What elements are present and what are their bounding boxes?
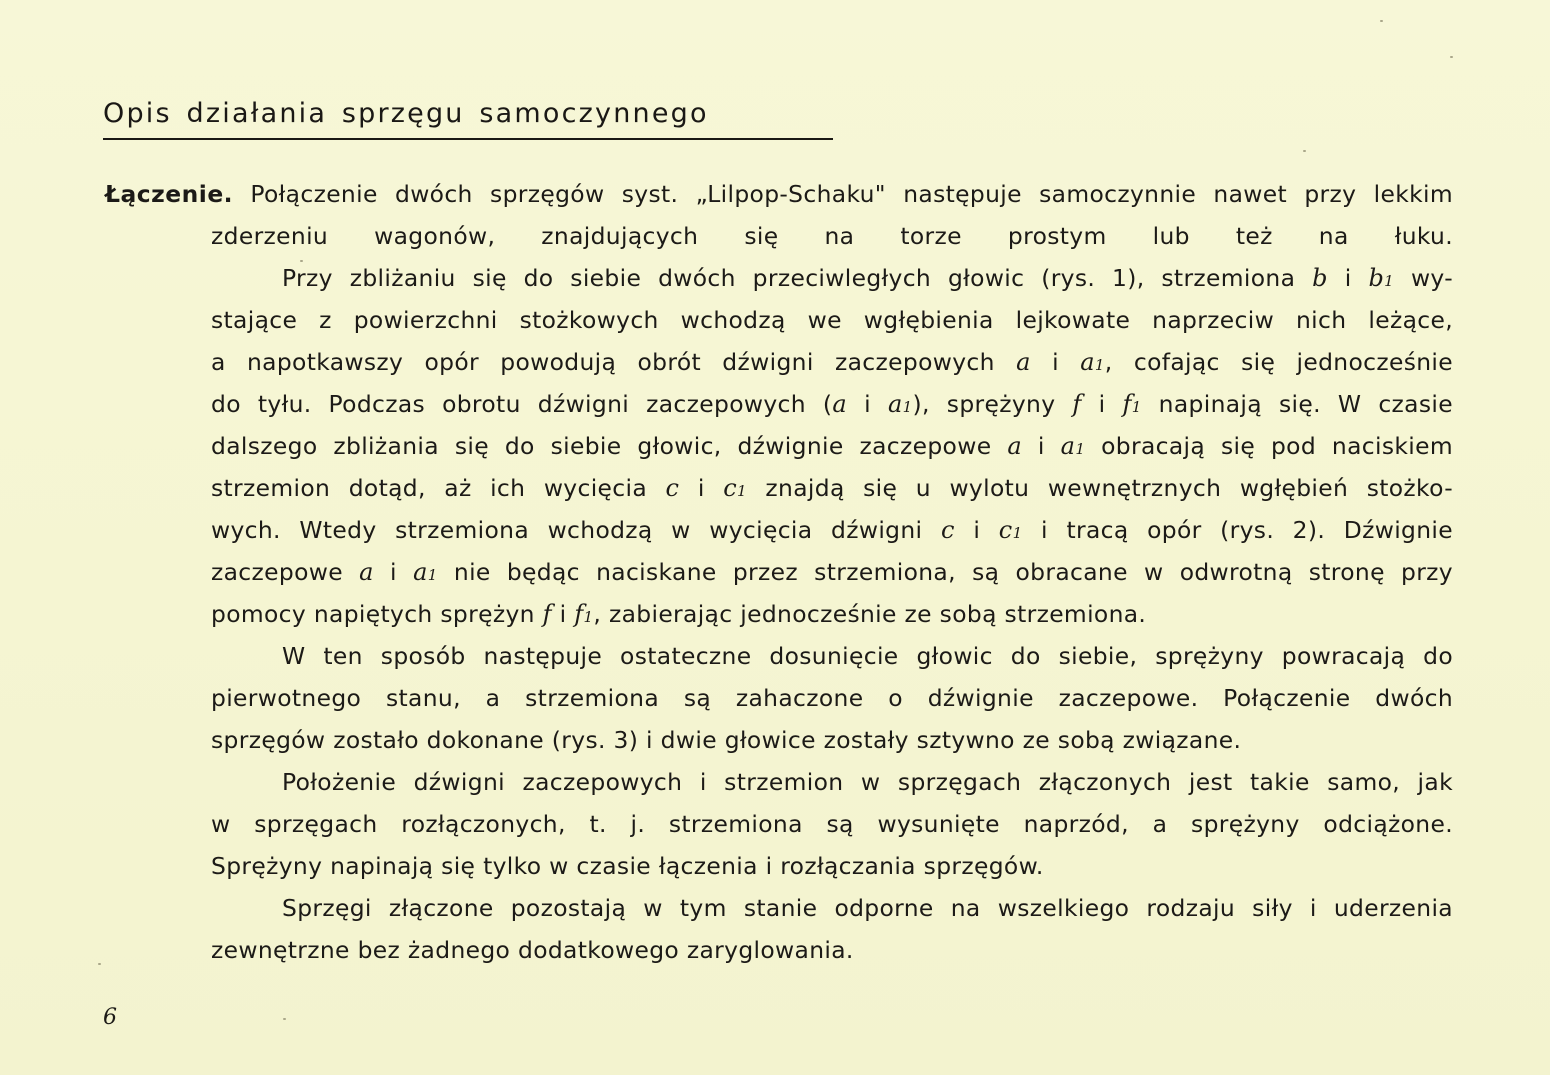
math-variable: a — [1080, 348, 1095, 376]
line-text: i — [954, 516, 999, 544]
text-line — [0, 719, 1550, 761]
text-line — [0, 299, 1453, 341]
variable-subscript: 1 — [1384, 272, 1395, 290]
text-line — [0, 761, 1453, 803]
text-line — [0, 341, 1453, 383]
line-text: w sprzęgach rozłączonych, t. j. strzemiona są wysunięte naprzód, a sprężyny odciążone. — [211, 810, 1453, 838]
section-heading: Łączenie. — [105, 180, 234, 208]
line-text: wych. Wtedy strzemiona wchodzą w wycięcia dźwigni — [211, 516, 941, 544]
line-text: , cofając się jednocześnie — [1104, 348, 1453, 376]
line-text: zewnętrzne bez żadnego dodatkowego zaryglowania. — [211, 936, 854, 964]
line-text: i tracą opór (rys. 2). Dźwignie — [1022, 516, 1454, 544]
math-variable: b — [1368, 264, 1385, 292]
text-line — [0, 551, 1453, 593]
line-text: wy- — [1394, 264, 1453, 292]
variable-subscript: 1 — [737, 482, 747, 500]
line-text: znajdą się u wylotu wewnętrznych wgłębień stożko- — [746, 474, 1453, 502]
line-text: zaczepowe — [211, 558, 360, 586]
page-number: 6 — [103, 1005, 117, 1030]
page-title: Opis działania sprzęgu samoczynnego — [103, 98, 709, 129]
body-text — [0, 173, 1550, 971]
math-variable: a — [1007, 432, 1023, 460]
math-variable: f — [542, 600, 552, 628]
variable-subscript: 1 — [1012, 524, 1023, 542]
variable-subscript: 1 — [1094, 356, 1105, 374]
line-text: i — [1030, 348, 1081, 376]
line-text: , zabierając jednocześnie ze sobą strzemiona. — [593, 600, 1147, 628]
line-text: Przy zbliżaniu się do siebie dwóch przeciwległych głowic (rys. 1), strzemiona — [282, 264, 1313, 292]
text-line — [0, 215, 1453, 257]
line-text: dalszego zbliżania się do siebie głowic, dźwignie zaczepowe — [211, 432, 1008, 460]
line-text: strzemion dotąd, aż ich wycięcia — [211, 474, 666, 502]
math-variable: a — [359, 558, 374, 586]
line-text: ), sprężyny — [912, 390, 1073, 418]
line-text: stające z powierzchni stożkowych wchodzą we wgłębienia lejkowate naprzeciw nich leżące, — [211, 306, 1453, 334]
text-line — [0, 845, 1550, 887]
math-variable: a — [887, 390, 903, 418]
math-variable: f — [574, 600, 584, 628]
math-variable: c — [998, 516, 1013, 544]
variable-subscript: 1 — [1075, 440, 1086, 458]
variable-subscript: 1 — [427, 566, 438, 584]
line-text: nie będąc naciskane przez strzemiona, są obracane w odwrotną stronę przy — [437, 558, 1453, 586]
line-text: i — [373, 558, 414, 586]
scan-speck — [1303, 150, 1306, 152]
text-line — [0, 383, 1453, 425]
variable-subscript: 1 — [1131, 398, 1142, 416]
math-variable: c — [940, 516, 955, 544]
text-line — [0, 887, 1453, 929]
line-text: do tyłu. Podczas obrotu dźwigni zaczepowych ( — [211, 390, 833, 418]
math-variable: c — [665, 474, 680, 502]
line-text: a napotkawszy opór powodują obrót dźwigni zaczepowych — [211, 348, 1017, 376]
math-variable: a — [1060, 432, 1076, 460]
line-text: pierwotnego stanu, a strzemiona są zahaczone o dźwignie zaczepowe. Połączenie dwóch — [211, 684, 1453, 712]
text-line — [0, 635, 1453, 677]
line-text: i — [1081, 390, 1123, 418]
text-line — [0, 593, 1550, 635]
math-variable: a — [832, 390, 848, 418]
math-variable: c — [723, 474, 737, 502]
text-line — [0, 467, 1453, 509]
scan-speck — [1450, 56, 1453, 58]
math-variable: a — [413, 558, 428, 586]
text-line — [0, 257, 1453, 299]
line-text: sprzęgów zostało dokonane (rys. 3) i dwie głowice zostały sztywno ze sobą związane. — [211, 726, 1242, 754]
text-line — [0, 677, 1453, 719]
text-line — [0, 929, 1550, 971]
text-line — [0, 425, 1453, 467]
line-text: i — [1327, 264, 1369, 292]
variable-subscript: 1 — [902, 398, 913, 416]
scan-speck — [1380, 20, 1383, 22]
line-text: i — [1022, 432, 1061, 460]
text-line — [0, 803, 1453, 845]
scan-speck — [300, 260, 303, 262]
line-text: obracają się pod naciskiem — [1085, 432, 1453, 460]
math-variable: b — [1312, 264, 1328, 292]
variable-subscript: 1 — [583, 608, 594, 626]
line-text: pomocy napiętych sprężyn — [211, 600, 543, 628]
line-text: i — [679, 474, 724, 502]
line-text: i — [847, 390, 888, 418]
text-line — [0, 509, 1453, 551]
math-variable: a — [1016, 348, 1031, 376]
line-text: Sprężyny napinają się tylko w czasie łączenia i rozłączania sprzęgów. — [211, 852, 1044, 880]
line-text: Połączenie dwóch sprzęgów syst. „Lilpop-Schaku" następuje samoczynnie nawet przy lekkim — [250, 180, 1453, 208]
line-text: napinają się. W czasie — [1141, 390, 1453, 418]
scan-speck — [283, 1018, 286, 1020]
line-text: Sprzęgi złączone pozostają w tym stanie odporne na wszelkiego rodzaju siły i uderzenia — [282, 894, 1453, 922]
line-text: Położenie dźwigni zaczepowych i strzemion w sprzęgach złączonych jest takie samo, jak — [282, 768, 1453, 796]
scan-speck — [98, 963, 101, 965]
text-line — [0, 173, 1453, 215]
math-variable: f — [1122, 390, 1132, 418]
line-text: i — [551, 600, 575, 628]
title-underline — [103, 138, 833, 140]
line-text: zderzeniu wagonów, znajdujących się na torze prostym lub też na łuku. — [211, 222, 1453, 250]
line-text: W ten sposób następuje ostateczne dosunięcie głowic do siebie, sprężyny powracają do — [282, 642, 1453, 670]
math-variable: f — [1072, 390, 1082, 418]
